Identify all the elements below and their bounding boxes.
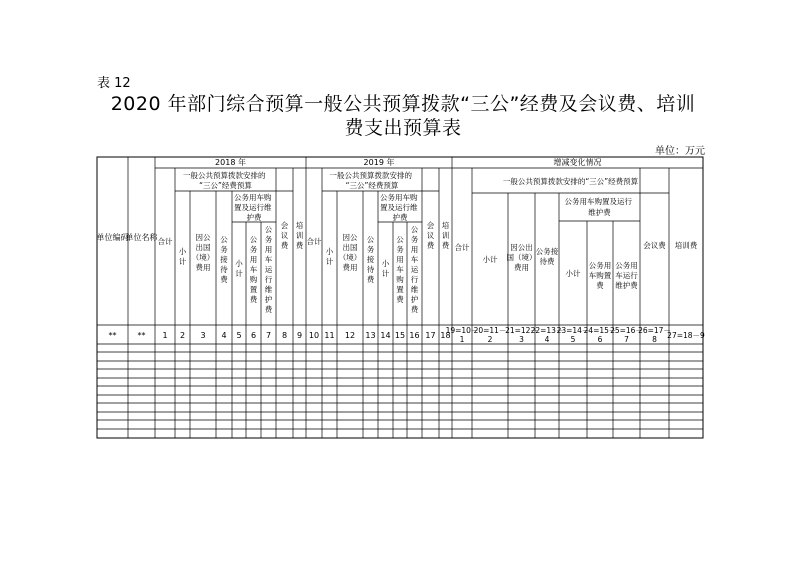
header-reception-2019: 公务接待费 [366, 235, 375, 284]
col-number: 15 [394, 331, 406, 340]
col-formula: 24=15－ 6 [583, 326, 617, 344]
col-number: 17 [425, 331, 436, 340]
header-total-2018: 合计 [157, 237, 173, 246]
header-sangong-change: 一般公共预算拨款安排的“三公”经费预算 [502, 177, 639, 186]
col-number: 10 [308, 331, 320, 340]
col-formula: 22=13－ 4 [530, 326, 564, 344]
col-number: 5 [236, 331, 242, 340]
header-vpurchase-2018: 公务用车购置费 [249, 235, 258, 304]
header-training-change: 培训费 [674, 241, 698, 250]
header-voperation-2019: 公务用车运行维护费 [410, 225, 419, 314]
header-unit-code: 单位编码 [96, 233, 129, 242]
header-sangong-2018: 一般公共预算拨款安排的 “三公”经费预算 [183, 171, 266, 190]
col-number: 9 [296, 331, 303, 340]
col-number: 18 [440, 331, 451, 340]
header-reception-2018: 公务接待费 [220, 235, 228, 284]
header-2018: 2018 年 [215, 158, 246, 167]
header-vsubtotal-2019: 小计 [381, 259, 390, 278]
header-meeting-change: 会议费 [643, 241, 666, 250]
header-vpurchase-2019: 公务用车购置费 [396, 235, 404, 304]
col-number: 6 [250, 331, 257, 340]
col-formula: 25=16－ 7 [610, 326, 643, 344]
col-number: 16 [409, 331, 420, 340]
header-voperation-2018: 公务用车运行维护费 [264, 225, 273, 314]
col-formula: 19=10－ 1 [445, 326, 479, 344]
col-number: 8 [281, 331, 288, 340]
header-vehicle-2019: 公务用车购 置及运行维 护费 [380, 193, 418, 222]
header-2019: 2019 年 [363, 158, 395, 167]
header-vpurchase-change: 公务用车购置费 [588, 261, 612, 290]
row-unit-name: ** [137, 331, 146, 340]
header-subtotal-2018: 小计 [178, 247, 187, 266]
col-number: 7 [265, 331, 272, 340]
header-meeting-2018: 会议费 [280, 221, 289, 250]
header-subtotal-change: 小计 [482, 255, 498, 264]
col-number: 4 [221, 331, 227, 340]
header-unit-name: 单位名称 [125, 233, 158, 242]
header-abroad-change: 因公出国（境）费用 [506, 243, 537, 272]
header-vehicle-2018: 公务用车购 置及运行维 护费 [234, 193, 272, 222]
header-vehicle-change: 公务用车购置及运行 维护费 [564, 197, 633, 217]
table-number: 表 12 [97, 76, 131, 91]
col-formula: 23=14－ 5 [556, 326, 590, 344]
header-total-2019: 合计 [306, 237, 322, 246]
header-vsubtotal-change: 小计 [565, 269, 581, 278]
col-number: 12 [344, 331, 356, 340]
col-number: 14 [380, 331, 391, 340]
row-unit-code: ** [108, 331, 117, 340]
col-formula: 20=11－ 2 [473, 326, 507, 344]
header-sangong-2019: 一般公共预算拨款安排的 “三公”经费预算 [329, 171, 413, 190]
header-change: 增减变化情况 [553, 158, 602, 167]
col-formula: 26=17－ 8 [638, 326, 671, 344]
header-training-2018: 培训费 [295, 221, 304, 250]
col-number: 3 [200, 331, 206, 340]
header-voperation-change: 公务用车运行维护费 [615, 261, 638, 290]
header-abroad-2018: 因公出国（境）费用 [191, 233, 215, 272]
header-total-change: 合计 [454, 243, 470, 252]
header-reception-change: 公务接待费 [535, 247, 559, 266]
header-training-2019: 培训费 [441, 221, 450, 250]
unit-label: 单位：万元 [655, 146, 705, 157]
col-number: 13 [365, 331, 376, 340]
col-formula: 21=12－ 3 [505, 326, 538, 344]
header-abroad-2019: 因公出国（境）费用 [338, 233, 362, 272]
col-number: 11 [324, 331, 335, 340]
header-subtotal-2019: 小计 [325, 247, 334, 266]
header-meeting-2019: 会议费 [426, 221, 435, 250]
header-vsubtotal-2018: 小计 [235, 259, 243, 278]
page-title-line2: 费支出预算表 [344, 117, 462, 139]
col-number: 2 [179, 331, 186, 340]
page-title: 2020 年部门综合预算一般公共预算拨款“三公”经费及会议费、培训 [110, 93, 696, 115]
col-formula: 27=18－9 [667, 331, 705, 340]
col-number: 1 [162, 331, 168, 340]
